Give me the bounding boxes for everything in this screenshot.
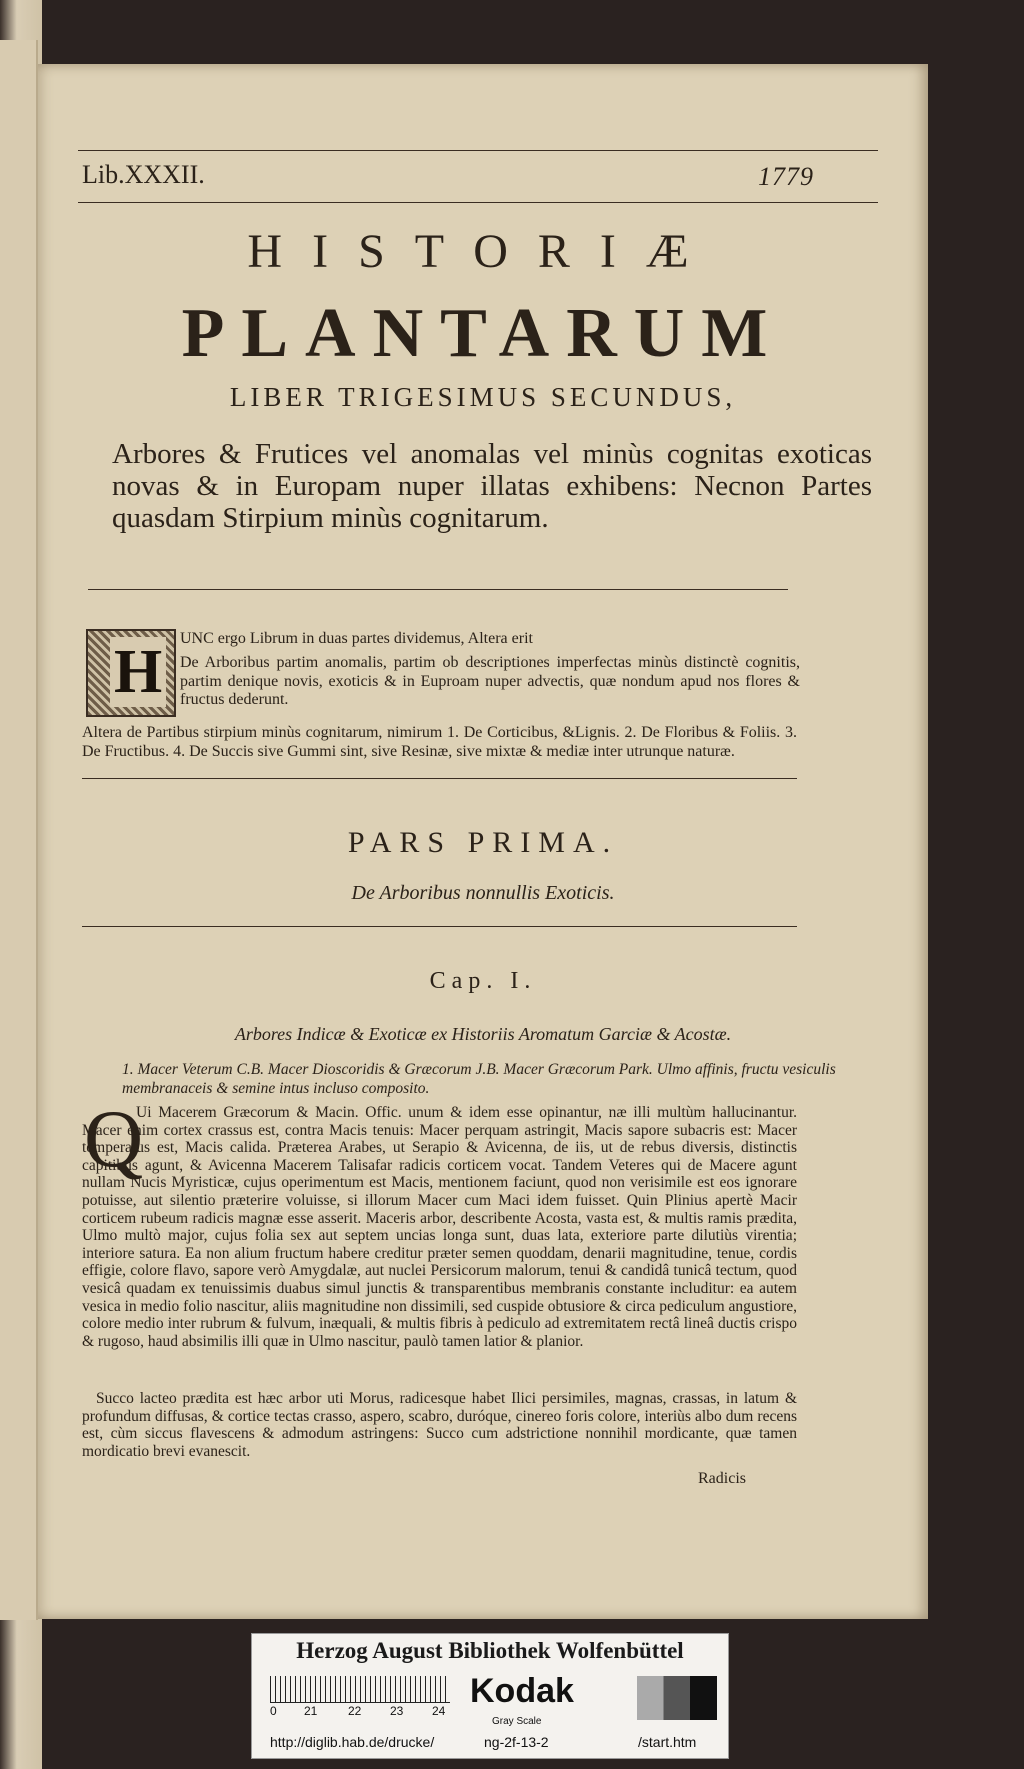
divider-2 [82,778,797,779]
title-line-3: LIBER TRIGESIMUS SECUNDUS, [229,382,737,412]
kodak-logo: Kodak [470,1672,574,1710]
scale-label: 24 [432,1704,446,1718]
section-heading: PARS PRIMA. [347,826,619,859]
chapter-body-1: Ui Macerem Græcorum & Macin. Offic. unum & idem esse opinantur, næ illi multùm hallucinantur. Macer enim cortex crassus est, contra Macis tenuis: Macer perquam astringit, Macis sapore subacris est: Macer temperatus est, Macis calida. Præterea Arabes, ut Serapio & Avicenna, de iis, ut de rebus diversis, distinctis capitibus agunt, & Avicenna Macerem Talisafar radicis corticem vocat. Tandem Veteres qui de Macere agunt nullam Nucis Myristicæ, cujus operimentum est Macis, mentionem faciunt, quod non verisimile est eos ignorare potuisse, aut silentio præterire voluisse, si illorum Macer cum Maci idem fuisset. Quin Plinius apertè Macir corticem rubeum radicis magnæ esse asserit. Maceris arbor, describente Acosta, vasta est, & multis ramis prædita, Ulmo multò major, cujus folia sex aut septem uncias longa sunt, duas lata, exteriore parte dilutiùs virentia; interiore satura. Ea non alium fructum habere creditur præter semen quoddam, denarii magnitudine, tenue, cordis effigie, colore flavo, sapore verò Amygdalæ, aut nuclei Persicorum malorum, tenui & candidâ tunicâ tectum, quod vesicâ quadam ex tenuissimis duabus simul junctis & transparentibus membranis constante includitur: ea autem vesica in medio folio nascitur, aliis magnitudine non dissimili, sed cuspide obtusiore & circa pediculum angustiore, colore medio inter rubrum & fulvum, inæquali, & multis fibris à pediculo ad extremitatem rectâ lineâ ductis crispo & rugoso, haud absimilis illi quæ in Ulmo nascitur, paulò tamen latior & planior. [82,1104,797,1350]
shelfmark: ng-2f-13-2 [484,1734,549,1750]
intro-line: UNC ergo Librum in duas partes dividemus, Altera erit [180,630,533,647]
header-rule-top [78,150,878,151]
dropcap-q: Q [84,1093,144,1184]
ornamental-dropcap: H [86,629,176,717]
gray-scale-label: Gray Scale [492,1716,542,1727]
book-subtitle: Arbores & Frutices vel anomalas vel minùs cognitas exoticas novas & in Europam nuper illatas exhibens: Necnon Partes quasdam Stirpium minùs cognitarum. [112,438,872,534]
synonym-entry: 1. Macer Veterum C.B. Macer Dioscoridis & Græcorum J.B. Macer Græcorum Park. Ulmo affinis, fructu vesiculis membranaceis & semine intus incluso composito. [122,1061,836,1097]
chapter-body-2: Succo lacteo prædita est hæc arbor uti Morus, radicesque habet Ilici persimiles, magnas, crassas, in latum & profundum diffusas, & cortice tectas crasso, aspero, scabro, duróque, cinereo foris colore, interiùs albo dum recens est, cùm siccus flavescens & admodum astringens: Succo cum adstrictione nonnihil mordicante, quæ tamen mordicatio brevi evanescit. [82,1390,797,1460]
gray-scale-patches [637,1676,717,1720]
library-name: Herzog August Bibliothek Wolfenbüttel [296,1638,684,1663]
scale-label: 22 [348,1704,362,1718]
scale-label: 0 [270,1704,277,1718]
page-number: 1779 [758,162,814,191]
scale-label: 23 [390,1704,404,1718]
chapter-heading: Cap. I. [429,968,537,994]
ruler-scale [270,1676,450,1703]
start-file: /start.htm [638,1734,697,1750]
adjacent-page-edge [0,40,38,1620]
scale-label: 21 [304,1704,318,1718]
header-rule-bottom [78,202,878,203]
divider-1 [88,589,788,590]
intro-paragraph-2: Altera de Partibus stirpium minùs cognitarum, nimirum 1. De Corticibus, &Lignis. 2. De Floribus & Foliis. 3. De Fructibus. 4. De Succis sive Gummi sint, sive Resinæ, sive mixtæ & mediæ inter utrunque naturæ. [82,724,797,760]
chapter-subheading: Arbores Indicæ & Exoticæ ex Historiis Aromatum Garciæ & Acostæ. [234,1024,732,1044]
title-line-2: PLANTARUM [181,295,785,372]
catchword: Radicis [698,1470,746,1487]
running-head-book: Lib.XXXII. [82,160,205,189]
archive-colophon [251,1633,729,1759]
divider-3 [82,926,797,927]
book-page [38,64,928,1619]
intro-paragraph-1: De Arboribus partim anomalis, partim ob descriptiones imperfectas minùs distinctè cognitis, partim denique novis, exoticis & in Euproam nuper advectis, quæ nondum apud nos flores & fructus dederunt. [180,654,800,708]
title-line-1: HISTORIÆ [247,225,719,278]
section-subheading: De Arboribus nonnullis Exoticis. [351,882,615,904]
digilib-url: http://diglib.hab.de/drucke/ [270,1734,435,1750]
